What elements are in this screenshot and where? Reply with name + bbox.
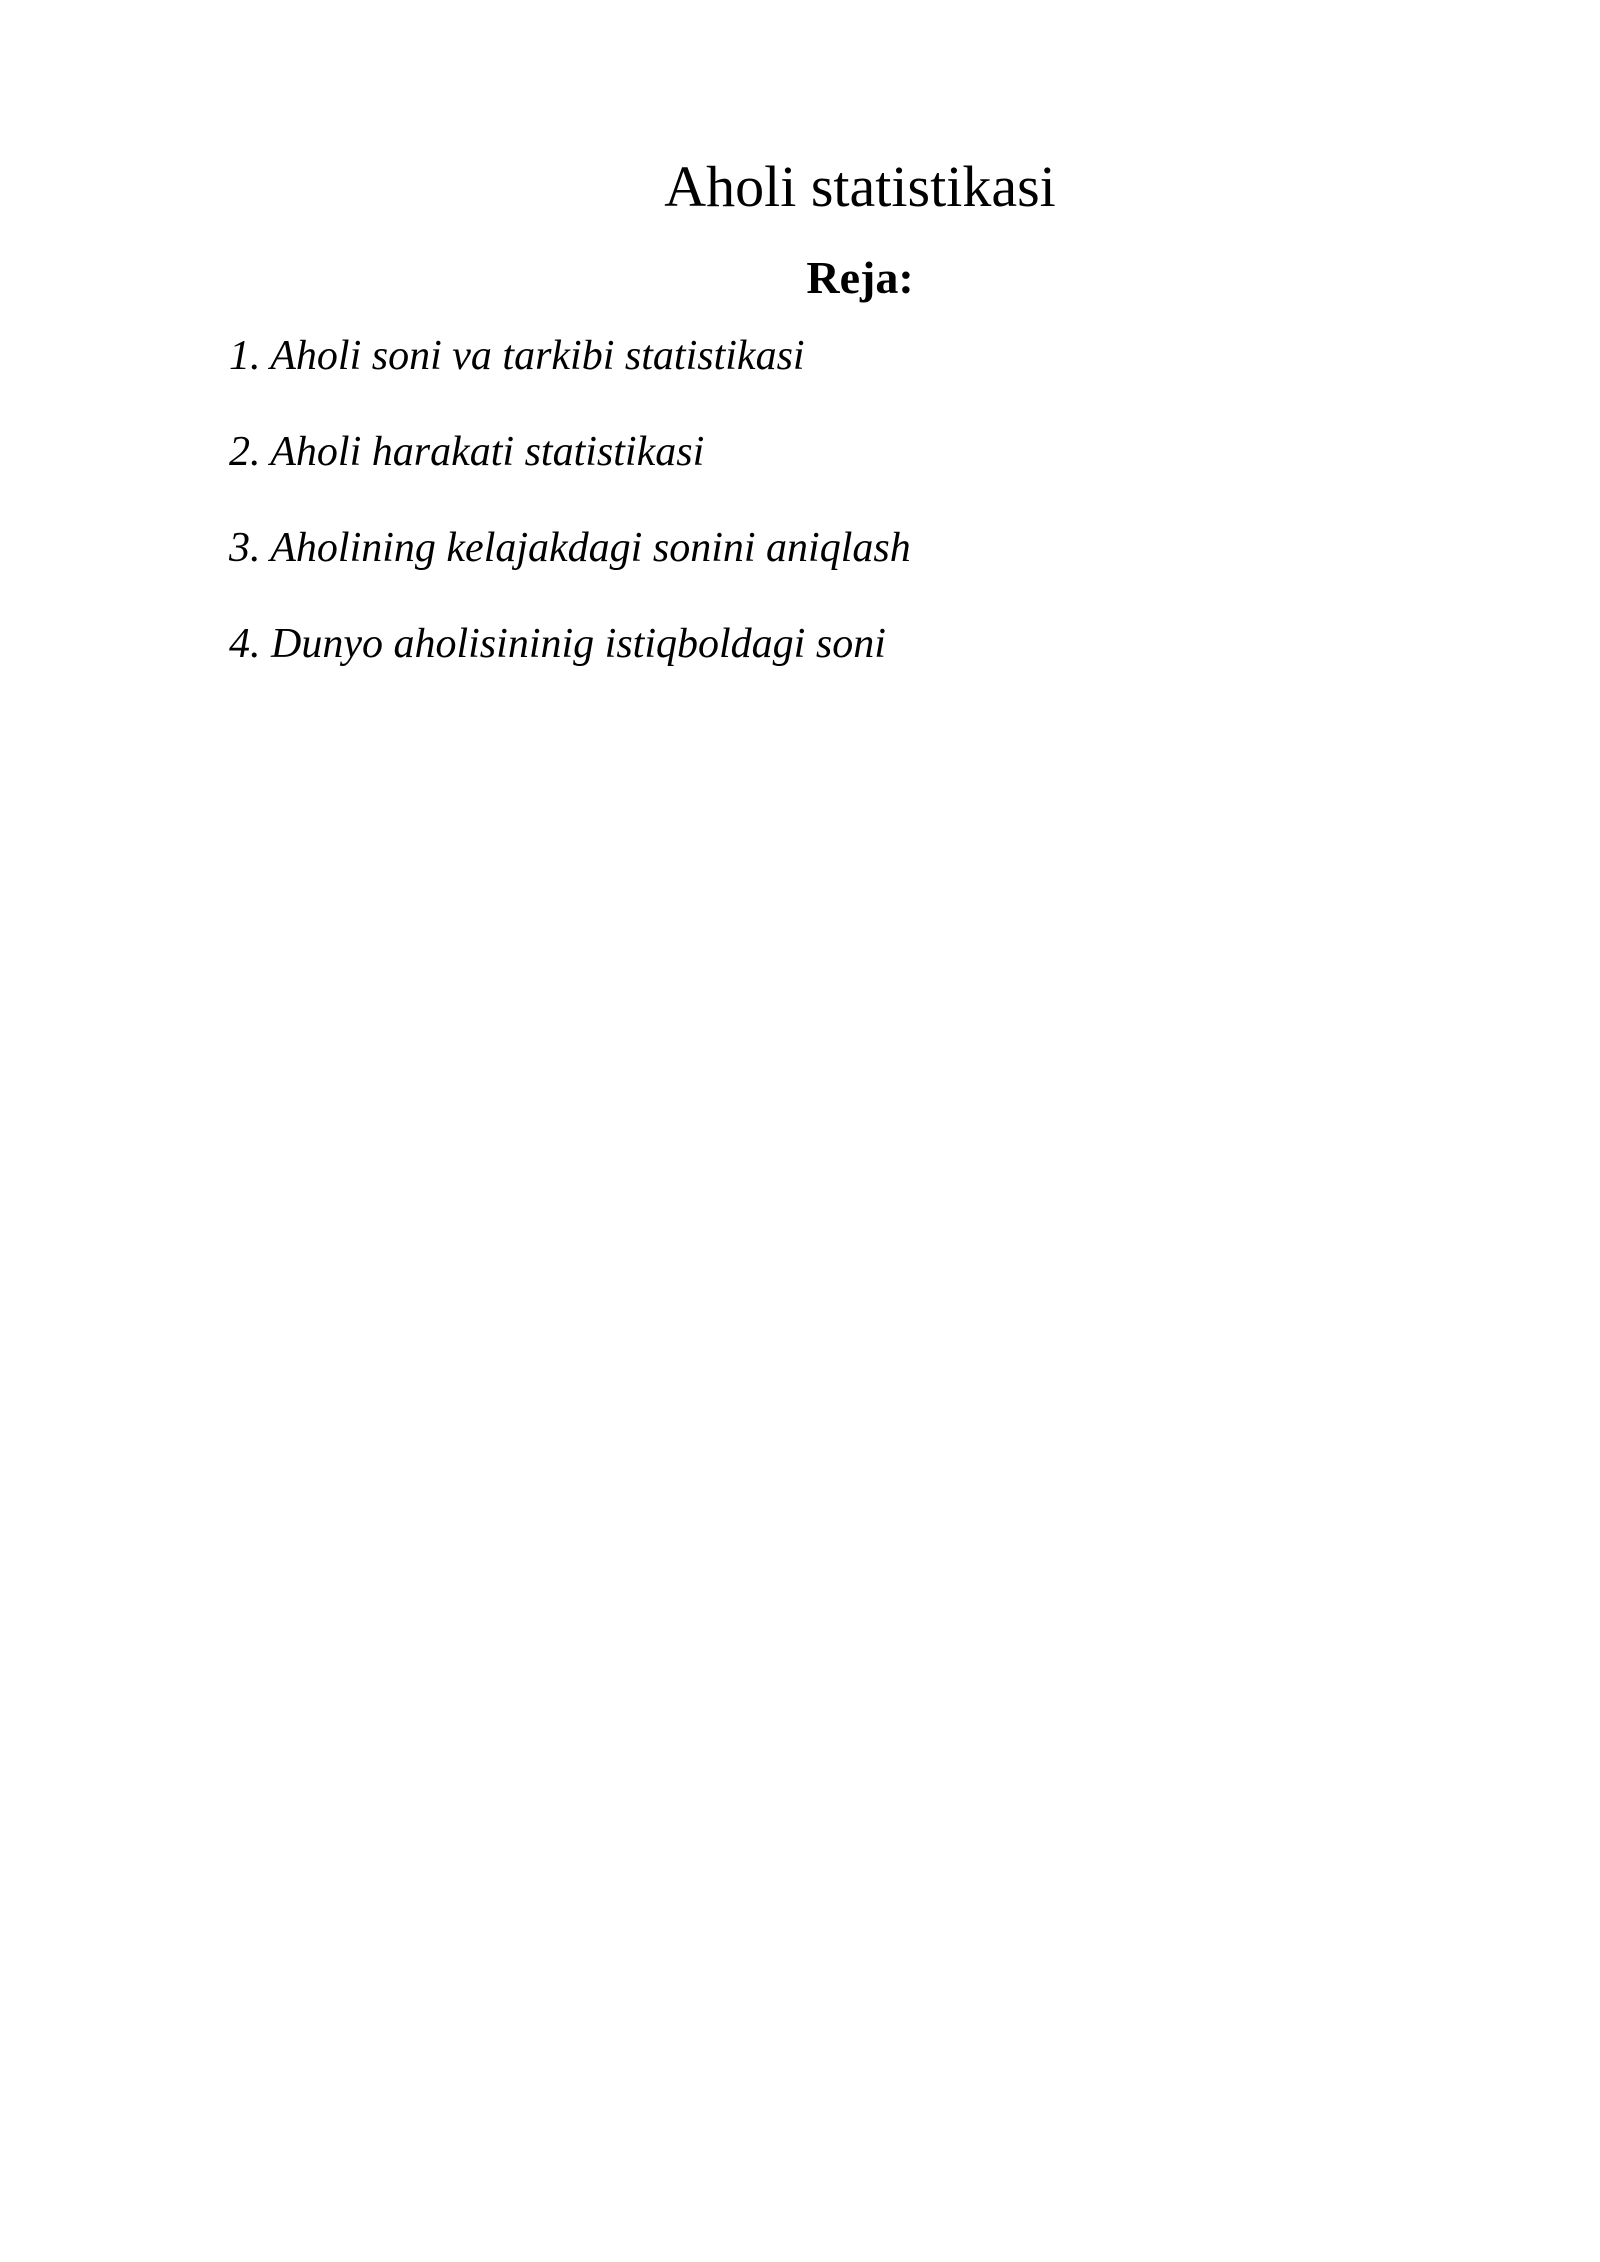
list-item	[229, 618, 911, 670]
list-item-number: 4.	[229, 621, 271, 667]
list-item-number: 3.	[229, 525, 271, 571]
list-item	[229, 330, 911, 382]
list-item	[229, 426, 911, 478]
list-item	[229, 522, 911, 574]
list-item-text: Aholi soni va tarkibi statistikasi	[270, 333, 805, 379]
document-title: Aholi statistikasi	[664, 154, 1056, 219]
plan-heading: Reja:	[806, 252, 914, 303]
list-item-number: 1.	[229, 333, 271, 379]
list-item-text: Aholining kelajakdagi sonini aniqlash	[270, 525, 911, 571]
list-item-text: Dunyo aholisininig istiqboldagi soni	[271, 621, 886, 667]
list-item-number: 2.	[229, 429, 271, 475]
plan-list	[229, 330, 911, 714]
list-item-text: Aholi harakati statistikasi	[270, 429, 705, 475]
